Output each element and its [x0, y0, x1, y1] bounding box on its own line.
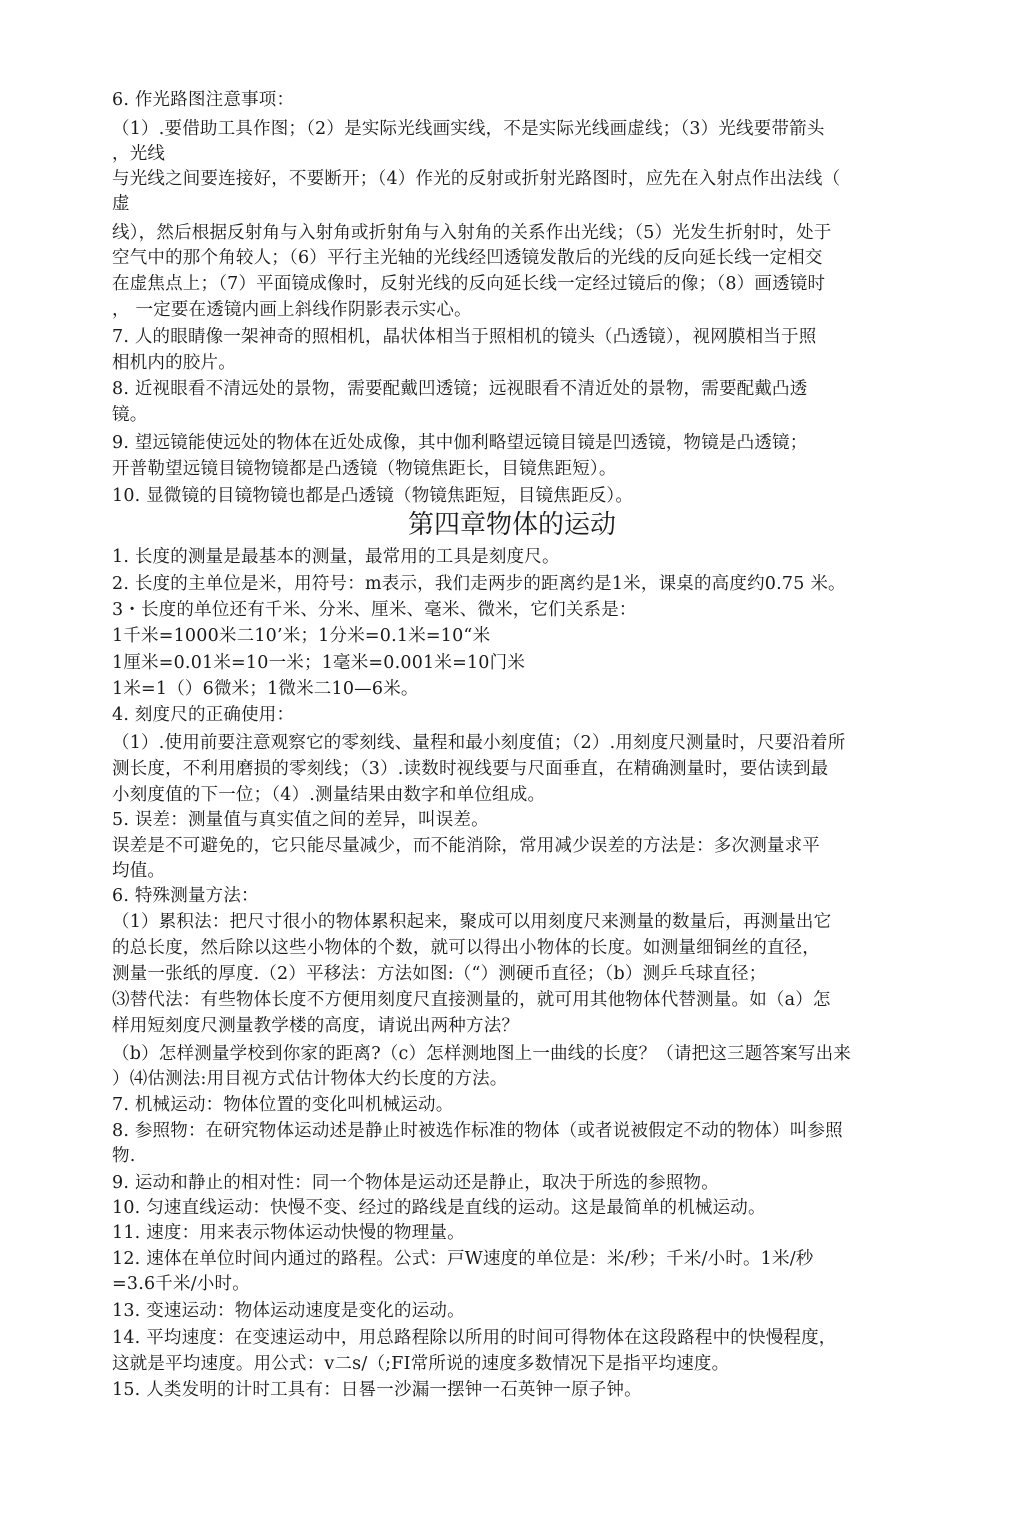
text-line: 线），然后根据反射角与入射角或折射角与入射角的关系作出光线；（5）光发生折射时，处于 — [112, 223, 832, 243]
text-line: 7. 人的眼睛像一架神奇的照相机，晶状体相当于照相机的镜头（凸透镜），视网膜相当于照 — [112, 327, 817, 347]
text-line: 9. 望远镜能使远处的物体在近处成像，其中伽利略望远镜目镜是凹透镜，物镜是凸透镜； — [112, 433, 808, 453]
text-line: 这就是平均速度。用公式：v二s/（;FI常所说的速度多数情况下是指平均速度。 — [112, 1354, 730, 1374]
text-line: 3・长度的单位还有千米、分米、厘米、毫米、微米，它们关系是： — [112, 600, 637, 620]
text-line: 6. 作光路图注意事项： — [112, 90, 295, 110]
text-line: 物. — [112, 1146, 136, 1166]
text-line: ，光线 — [112, 144, 166, 164]
text-line: 开普勒望远镜目镜物镜都是凸透镜（物镜焦距长，目镜焦距短）。 — [112, 459, 617, 479]
text-line: 12. 速体在单位时间内通过的路程。公式：戸W速度的单位是：米/秒；千米/小时。1米/秒 — [112, 1249, 814, 1269]
text-line: 7. 机械运动：物体位置的变化叫机械运动。 — [112, 1095, 454, 1115]
text-line: ⑶替代法：有些物体长度不方便用刻度尺直接测量的，就可用其他物体代替测量。如（a）怎 — [112, 990, 831, 1010]
text-line: 15. 人类发明的计时工具有：日晷一沙漏一摆钟一石英钟一原子钟。 — [112, 1380, 642, 1400]
text-line: 镜。 — [112, 405, 148, 425]
text-line: 6. 特殊测量方法： — [112, 886, 259, 906]
text-line: 14. 平均速度：在变速运动中，用总路程除以所用的时间可得物体在这段路程中的快慢程度， — [112, 1328, 837, 1348]
text-line: 测长度，不利用磨损的零刻线；（3）.读数时视线要与尺面垂直，在精确测量时，要估读到最 — [112, 759, 829, 779]
text-line: 误差是不可避免的，它只能尽量减少，而不能消除，常用减少误差的方法是：多次测量求平 — [112, 836, 820, 856]
text-line: 在虚焦点上；（7）平面镜成像时，反射光线的反向延长线一定经过镜后的像；（8）画透镜时 — [112, 274, 826, 294]
text-line: 测量一张纸的厚度.（2）平移法：方法如图:（“）测硬币直径；（b）测乒乓球直径； — [112, 964, 767, 984]
chapter-heading: 第四章物体的运动 — [407, 510, 616, 540]
text-line: 与光线之间要连接好，不要断开；（4）作光的反射或折射光路图时，应先在入射点作出法线（ — [112, 169, 841, 189]
text-line: =3.6千米/小时。 — [112, 1274, 250, 1294]
text-line: （1）.要借助工具作图；（2）是实际光线画实线，不是实际光线画虚线；（3）光线要带箭头 — [112, 119, 825, 139]
text-line: 的总长度，然后除以这些小物体的个数，就可以得出小物体的长度。如测量细铜丝的直径， — [112, 938, 820, 958]
text-line: 1千米=1000米二10’米；1分米=0.1米=10“米 — [112, 626, 491, 646]
text-line: 相机内的胶片。 — [112, 353, 236, 373]
text-line: ， 一定要在透镜内画上斜线作阴影表示实心。 — [112, 300, 472, 320]
text-line: （1）.使用前要注意观察它的零刻线、量程和最小刻度值；（2）.用刻度尺测量时，尺要沿着所 — [112, 733, 846, 753]
text-line: 4. 刻度尺的正确使用： — [112, 705, 295, 725]
text-line: 1米=1（）6微米；1微米二10—6米。 — [112, 679, 419, 699]
text-line: 11. 速度：用来表示物体运动快慢的物理量。 — [112, 1223, 465, 1243]
text-line: 5. 误差：测量值与真实值之间的差异，叫误差。 — [112, 810, 489, 830]
text-line: 8. 参照物：在研究物体运动述是静止时被选作标准的物体（或者说被假定不动的物体）叫参照 — [112, 1121, 843, 1141]
text-line: 1. 长度的测量是最基本的测量，最常用的工具是刻度尺。 — [112, 547, 560, 567]
text-line: 1厘米=0.01米=10一米；1毫米=0.001米=10门米 — [112, 653, 526, 673]
text-line: ）⑷估测法:用目视方式估计物体大约长度的方法。 — [112, 1069, 508, 1089]
text-line: 13. 变速运动：物体运动速度是变化的运动。 — [112, 1301, 465, 1321]
text-line: 10. 显微镜的目镜物镜也都是凸透镜（物镜焦距短，目镜焦距反）。 — [112, 486, 634, 506]
text-line: 均值。 — [112, 861, 166, 881]
text-line: （b）怎样测量学校到你家的距离?（c）怎样测地图上一曲线的长度？（请把这三题答案写出来 — [112, 1044, 851, 1064]
text-line: （1）累积法：把尺寸很小的物体累积起来，聚成可以用刻度尺来测量的数量后，再测量出它 — [112, 912, 832, 932]
text-line: 空气中的那个角较人；（6）平行主光轴的光线经凹透镜发散后的光线的反向延长线一定相交 — [112, 248, 823, 268]
text-line: 9. 运动和静止的相对性：同一个物体是运动还是静止，取决于所选的参照物。 — [112, 1173, 719, 1193]
text-line: 样用短刻度尺测量教学楼的高度，请说出两种方法？ — [112, 1016, 520, 1036]
text-line: 8. 近视眼看不清远处的景物，需要配戴凹透镜；远视眼看不清近处的景物，需要配戴凸透 — [112, 379, 808, 399]
text-line: 虚 — [112, 194, 130, 214]
text-line: 小刻度值的下一位；（4）.测量结果由数字和单位组成。 — [112, 785, 546, 805]
text-line: 2. 长度的主单位是米，用符号：m表示，我们走两步的距离约是1米，课桌的高度约0.75 米。 — [112, 574, 846, 594]
text-line: 10. 匀速直线运动：快慢不变、经过的路线是直线的运动。这是最简单的机械运动。 — [112, 1198, 766, 1218]
